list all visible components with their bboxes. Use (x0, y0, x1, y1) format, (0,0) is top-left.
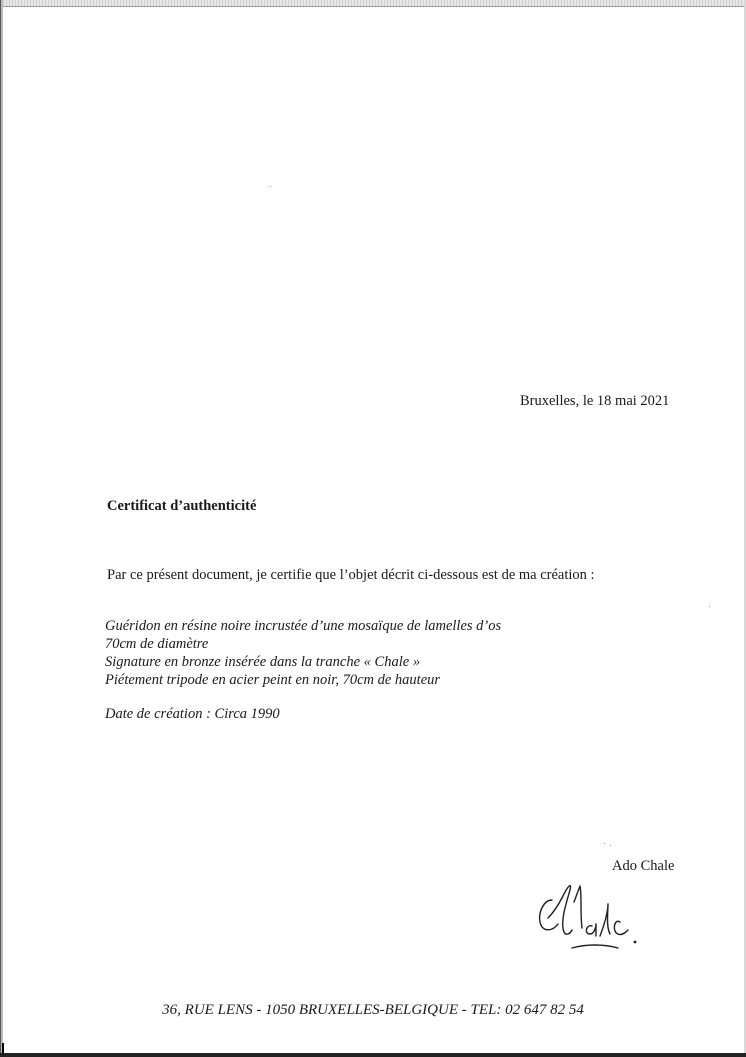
scan-speck (709, 606, 710, 607)
scan-mark (2, 1043, 4, 1053)
signature-stroke (586, 924, 596, 936)
object-description (105, 617, 501, 689)
scan-bottom-border (0, 1053, 746, 1057)
signature-stroke (614, 921, 628, 934)
letterhead-footer: 36, RUE LENS - 1050 BRUXELLES-BELGIQUE - TEL: 02 647 82 54 (162, 1002, 584, 1018)
description-line: 70cm de diamètre (105, 636, 209, 652)
description-line: Signature en bronze insérée dans la tranche « Chale » (105, 654, 421, 670)
scan-speck (270, 186, 271, 187)
scan-top-border (0, 0, 746, 7)
place-date: Bruxelles, le 18 mai 2021 (520, 393, 670, 409)
signature-stroke (600, 904, 610, 936)
signature-stroke (548, 886, 572, 935)
signature-dot (634, 941, 637, 944)
certification-statement: Par ce présent document, je certifie que l’objet décrit ci-dessous est de ma création : (107, 567, 595, 583)
signature-stroke (574, 886, 582, 928)
signature-stroke (540, 900, 558, 930)
handwritten-signature (534, 878, 646, 958)
scan-speck (604, 843, 605, 844)
certificate-title: Certificat d’authenticité (107, 498, 257, 514)
description-line: Guéridon en résine noire incrustée d’une mosaïque de lamelles d’os (105, 618, 502, 634)
scan-left-border (0, 0, 3, 1057)
creation-date: Date de création : Circa 1990 (105, 706, 280, 722)
signature-underline (572, 945, 618, 948)
scan-speck (610, 845, 611, 846)
author-name: Ado Chale (612, 858, 675, 874)
description-line: Piétement tripode en acier peint en noir, 70cm de hauteur (105, 672, 441, 688)
